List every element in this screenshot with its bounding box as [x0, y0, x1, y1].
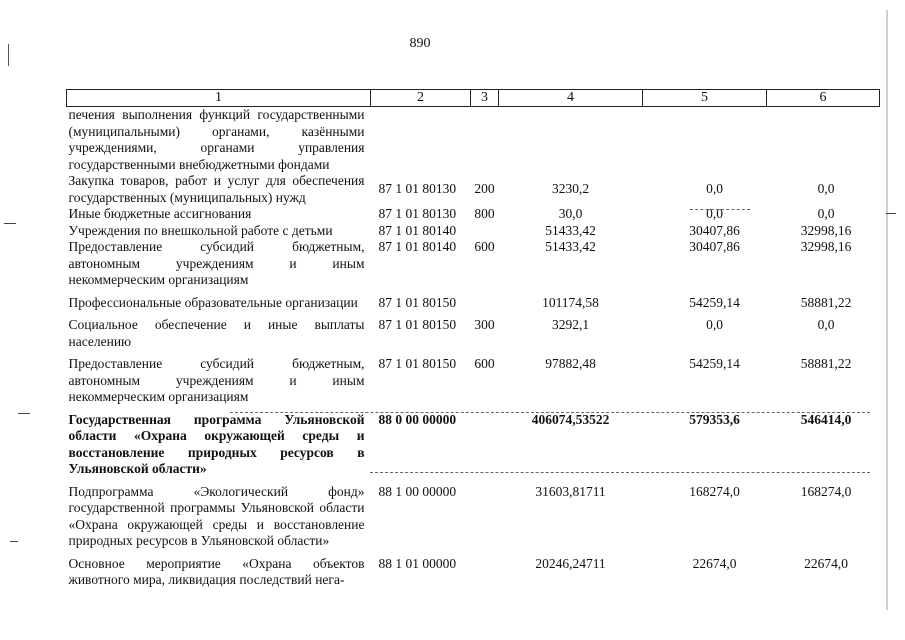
row-code: 87 1 01 80150	[378, 317, 457, 332]
column-header-4: 4	[499, 90, 643, 107]
row-value-col4	[499, 107, 643, 174]
row-value-col5: 30407,86	[689, 222, 740, 238]
row-code: 87 1 01 80130	[378, 206, 457, 221]
row-name: Основное мероприятие «Охрана объектов животного мира, ликвидация последствий нега-	[68, 555, 365, 587]
column-header-2: 2	[371, 90, 471, 107]
column-header-1: 1	[67, 90, 371, 107]
row-value-col4: 20246,24711	[535, 555, 606, 571]
table-row	[67, 350, 880, 406]
table-row	[67, 289, 880, 312]
row-vr: 200	[474, 181, 495, 196]
row-vr: 600	[474, 356, 495, 371]
table-row	[67, 107, 880, 174]
scan-dash	[690, 209, 750, 211]
row-name: Подпрограмма «Экологический фонд» государственной программы Ульяновской области «Охрана окружающей среды и восстановление природных ресурсов в Ульяновской области»	[68, 483, 365, 548]
column-header-3: 3	[471, 90, 499, 107]
row-value-col4: 406074,53522	[531, 411, 610, 427]
row-vr: 300	[474, 317, 495, 332]
row-name: Государственная программа Ульяновской области «Охрана окружающей среды и восстановление природных ресурсов в Ульяновской области»	[68, 411, 365, 476]
scan-mark	[4, 223, 16, 224]
table-row	[67, 406, 880, 478]
row-value-col5: 579353,6	[689, 411, 740, 427]
table-row	[67, 478, 880, 550]
row-value-col4: 30,0	[558, 206, 583, 221]
row-vr	[471, 406, 499, 478]
row-value-col4: 31603,81711	[535, 483, 606, 499]
row-vr	[471, 223, 499, 240]
scan-mark	[10, 541, 18, 542]
row-value-col5: 30407,86	[689, 239, 740, 254]
table-row	[67, 239, 880, 289]
row-value-col5: 22674,0	[692, 555, 737, 571]
row-value-col6: 22674,0	[804, 555, 848, 571]
scan-mark	[886, 213, 896, 214]
row-value-col6: 58881,22	[800, 356, 852, 371]
row-value-col5: 0,0	[706, 181, 723, 196]
row-name: Предоставление субсидий бюджетным, автономным учреждениям и иным некоммерческим организациям	[68, 239, 365, 287]
row-code: 87 1 01 80150	[378, 294, 457, 310]
scan-frame-right	[886, 10, 888, 610]
row-value-col6: 0,0	[817, 317, 835, 332]
scan-frame-left	[8, 44, 9, 66]
row-value-col5: 0,0	[706, 206, 723, 221]
scan-dash	[370, 472, 870, 474]
row-value-col6: 32998,16	[800, 222, 852, 238]
row-name: Учреждения по внешкольной работе с детьми	[68, 222, 333, 238]
row-vr	[471, 289, 499, 312]
row-code: 87 1 01 80150	[378, 356, 457, 371]
row-code	[371, 107, 471, 174]
row-code: 87 1 01 80140	[378, 222, 457, 238]
row-value-col6: 32998,16	[800, 239, 852, 254]
row-name: Иные бюджетные ассигнования	[68, 206, 252, 221]
row-value-col6: 58881,22	[800, 294, 852, 310]
row-value-col5: 54259,14	[689, 356, 740, 371]
column-number-row	[67, 90, 880, 107]
row-name: Предоставление субсидий бюджетным, автономным учреждениям и иным некоммерческим организациям	[68, 356, 365, 404]
row-value-col4: 51433,42	[545, 239, 596, 254]
row-value-col4: 3230,2	[551, 181, 590, 196]
row-vr	[471, 478, 499, 550]
scan-mark	[18, 413, 30, 414]
row-code: 88 1 00 00000	[378, 483, 457, 499]
row-code: 88 0 00 00000	[378, 411, 457, 427]
column-header-6: 6	[767, 90, 880, 107]
table-row	[67, 206, 880, 223]
row-value-col4: 101174,58	[542, 294, 599, 310]
scan-dash	[230, 412, 870, 414]
row-name: Социальное обеспечение и иные выплаты населению	[68, 317, 365, 349]
row-value-col5: 168274,0	[689, 483, 740, 499]
budget-table	[66, 89, 880, 589]
column-header-5: 5	[643, 90, 767, 107]
row-vr	[471, 107, 499, 174]
row-code: 87 1 01 80140	[378, 239, 457, 254]
row-name: печения выполнения функций государственными (муниципальными) органами, казёнными учреждениями, органами управления государственными внебюджетными фондами	[68, 107, 365, 172]
row-code: 88 1 01 00000	[378, 555, 457, 571]
row-value-col6: 168274,0	[800, 483, 852, 499]
row-name: Закупка товаров, работ и услуг для обеспечения государственных (муниципальных) нужд	[68, 173, 365, 205]
row-value-col4: 3292,1	[551, 317, 590, 332]
row-value-col4: 97882,48	[545, 356, 596, 371]
row-value-col4: 51433,42	[545, 222, 596, 238]
table-row	[67, 311, 880, 350]
page-number: 890	[409, 36, 431, 51]
row-code: 87 1 01 80130	[378, 181, 457, 196]
row-value-col6: 0,0	[817, 206, 835, 221]
row-value-col6	[767, 107, 880, 174]
row-vr: 800	[474, 206, 495, 221]
table-row	[67, 173, 880, 206]
row-name: Профессиональные образовательные организации	[68, 294, 358, 310]
row-value-col5: 0,0	[706, 317, 723, 332]
row-value-col5	[643, 107, 767, 174]
row-value-col5: 54259,14	[689, 294, 740, 310]
table-row	[67, 223, 880, 240]
row-value-col6: 546414,0	[800, 411, 852, 427]
row-value-col6: 0,0	[817, 181, 835, 196]
table-row	[67, 550, 880, 589]
row-vr	[471, 550, 499, 589]
row-vr: 600	[474, 239, 495, 254]
